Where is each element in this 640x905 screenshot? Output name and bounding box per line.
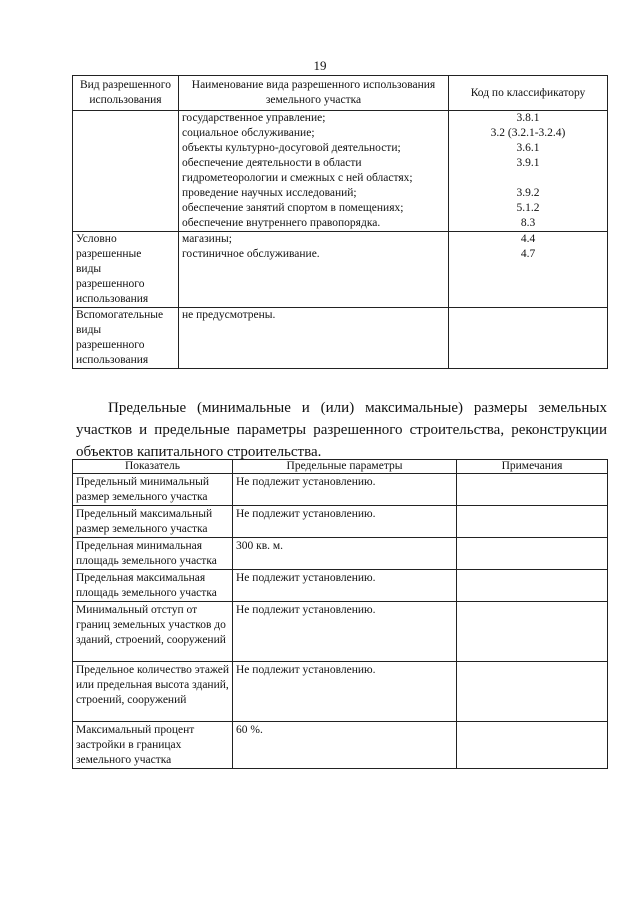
note-cell — [457, 662, 608, 722]
table-row — [73, 506, 608, 538]
cell-line — [452, 171, 604, 186]
cell-line: виды — [76, 263, 102, 275]
use-names-cell — [179, 111, 449, 232]
parameter-value-cell: Не подлежит установлению. — [233, 570, 457, 602]
cell-line: гидрометеорологии и смежных с ней областях; — [182, 172, 413, 184]
header-use-name: Наименование вида разрешенного использования земельного участка — [179, 76, 449, 111]
cell-line: социальное обслуживание; — [182, 127, 315, 139]
cell-line: проведение научных исследований; — [182, 187, 357, 199]
table-row — [73, 308, 608, 369]
header-classifier-code: Код по классификатору — [449, 76, 608, 111]
cell-line: использования — [76, 293, 149, 305]
cell-line: 3.2 (3.2.1-3.2.4) — [490, 127, 566, 139]
table-row — [73, 662, 608, 722]
table-row — [73, 538, 608, 570]
note-cell — [457, 474, 608, 506]
indicator-cell: Предельное количество этажей или предельная высота зданий, строений, сооружений — [73, 662, 233, 722]
cell-line: гостиничное обслуживание. — [182, 248, 320, 260]
use-type-cell — [73, 308, 179, 369]
table-row — [73, 474, 608, 506]
codes-cell — [449, 308, 608, 369]
header-use-type: Вид разрешенного использования — [73, 76, 179, 111]
header-notes: Примечания — [457, 460, 608, 474]
cell-line: разрешенного — [76, 278, 145, 290]
cell-line: 4.4 — [520, 233, 536, 245]
codes-cell — [449, 232, 608, 308]
use-type-cell — [73, 111, 179, 232]
cell-line: обеспечение внутреннего правопорядка. — [182, 217, 381, 229]
parameter-value-cell: Не подлежит установлению. — [233, 506, 457, 538]
cell-line — [452, 308, 604, 323]
table-row — [73, 570, 608, 602]
cell-line: разрешенного — [76, 339, 145, 351]
table-row — [73, 111, 608, 232]
cell-line: виды — [76, 324, 102, 336]
table-row — [73, 232, 608, 308]
table-row — [73, 722, 608, 769]
use-names-cell — [179, 308, 449, 369]
cell-line: обеспечение деятельности в области — [182, 157, 362, 169]
note-cell — [457, 602, 608, 662]
table-row — [73, 602, 608, 662]
cell-line: Условно — [76, 233, 117, 245]
cell-line: 8.3 — [520, 217, 536, 229]
limits-paragraph: Предельные (минимальные и (или) максимальные) размеры земельных участков и предельные параметры разрешенного строительства, реконструкции объектов капитального строительства. — [76, 400, 607, 460]
cell-line: магазины; — [182, 233, 232, 245]
use-names-cell — [179, 232, 449, 308]
indicator-cell: Предельный максимальный размер земельного участка — [73, 506, 233, 538]
cell-line: обеспечение занятий спортом в помещениях; — [182, 202, 404, 214]
cell-line: не предусмотрены. — [182, 309, 276, 321]
codes-cell — [449, 111, 608, 232]
cell-line: 3.9.2 — [516, 187, 540, 199]
table-header-row — [73, 460, 608, 474]
indicator-cell: Минимальный отступ от границ земельных участков до зданий, строений, сооружений — [73, 602, 233, 662]
parameter-value-cell: Не подлежит установлению. — [233, 602, 457, 662]
header-parameters: Предельные параметры — [233, 460, 457, 474]
parameter-value-cell: Не подлежит установлению. — [233, 662, 457, 722]
cell-line: разрешенные — [76, 248, 142, 260]
note-cell — [457, 538, 608, 570]
indicator-cell: Максимальный процент застройки в границах земельного участка — [73, 722, 233, 769]
cell-line: Вспомогательные — [76, 309, 164, 321]
parameter-value-cell: Не подлежит установлению. — [233, 474, 457, 506]
cell-line: 3.9.1 — [516, 157, 540, 169]
cell-line: 5.1.2 — [516, 202, 540, 214]
indicator-cell: Предельный минимальный размер земельного участка — [73, 474, 233, 506]
header-indicator: Показатель — [73, 460, 233, 474]
note-cell — [457, 722, 608, 769]
cell-line: использования — [76, 354, 149, 366]
land-use-table — [72, 75, 608, 369]
parameters-table — [72, 459, 608, 769]
cell-line: объекты культурно-досуговой деятельности; — [182, 142, 401, 154]
cell-line: 4.7 — [520, 248, 536, 260]
table-header-row — [73, 76, 608, 111]
use-type-cell — [73, 232, 179, 308]
note-cell — [457, 570, 608, 602]
indicator-cell: Предельная максимальная площадь земельного участка — [73, 570, 233, 602]
parameter-value-cell: 60 %. — [233, 722, 457, 769]
indicator-cell: Предельная минимальная площадь земельного участка — [73, 538, 233, 570]
parameter-value-cell: 300 кв. м. — [233, 538, 457, 570]
cell-line: государственное управление; — [182, 112, 326, 124]
cell-line: 3.6.1 — [516, 142, 540, 154]
cell-line: 3.8.1 — [516, 112, 540, 124]
page-number: 19 — [313, 58, 327, 73]
note-cell — [457, 506, 608, 538]
